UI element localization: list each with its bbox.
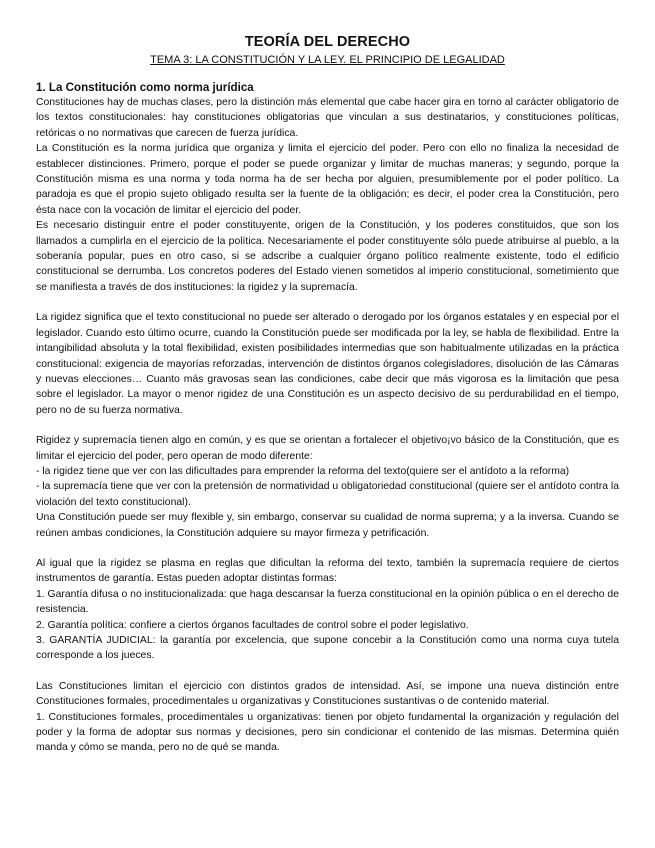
paragraph-gap — [36, 295, 619, 310]
document-title: TEORÍA DEL DERECHO — [244, 34, 411, 50]
paragraph-block-3 — [36, 433, 619, 541]
paragraph: Rigidez y supremacía tienen algo en común, y es que se orientan a fortalecer el objetivo¡vo básico de la Constitución, que es limitar el ejercicio del poder, pero operan de modo diferente: — [36, 435, 619, 462]
paragraph: Al igual que la rigidez se plasma en reglas que dificultan la reforma del texto, también la supremacía requiere de ciertos instrumentos de garantía. Estas pueden adoptar distintas formas: — [36, 557, 619, 585]
paragraph-gap — [36, 418, 619, 433]
paragraph: Las Constituciones limitan el ejercicio con distintos grados de intensidad. Así, se impone una nueva distinción entre Constituciones formales, procedimentales u organizativas y Constituciones sustantivas o de contenido material. — [36, 680, 619, 708]
paragraph: 1. Constituciones formales, procedimentales u organizativas: tienen por objeto fundamental la organización y regulación del poder y la forma de adoptar sus normas y decisiones, pero sin condicionar el contenido de las mismas. Determina quién manda y cómo se manda, pero no de qué se manda. — [36, 711, 619, 754]
paragraph-block-5 — [36, 679, 619, 756]
paragraph-gap — [36, 541, 619, 556]
paragraph: - la supremacía tiene que ver con la pretensión de normatividad u obligatoriedad constitucional (quiere ser el antídoto contra la violación del texto constitucional). — [36, 481, 619, 508]
paragraph-gap — [36, 664, 619, 679]
paragraph: 2. Garantía política: confiere a ciertos órganos facultades de control sobre el poder legislativo. — [36, 619, 469, 631]
paragraph: Una Constitución puede ser muy flexible y, sin embargo, conservar su cualidad de norma suprema; y a la inversa. Cuando se reúnen ambas condiciones, la Constitución adquiere su mayor firmeza y petrificación. — [36, 512, 619, 539]
section-heading: 1. La Constitución como norma jurídica — [36, 81, 254, 94]
paragraph: La rigidez significa que el texto constitucional no puede ser alterado o derogado por los órganos estatales y en especial por el legislador. Cuando esto último ocurre, cuando la Constitución puede ser modificada por la ley, se habla de flexibilidad. Entre la intangibilidad absoluta y la total flexibilidad, existen posibilidades intermedias que son habitualmente utilizadas en la práctica constitucional: exigencia de mayorías reforzadas, intervención de distintos órganos colegisladores, disolución de las Cámaras y nuevas elecciones… Cuanto más gravosas sean las condiciones, cabe decir que más vigorosa es la limitación que pesa sobre el legislador. La mayor o menor rigidez de una Constitución es un aspecto decisivo de su perdurabilidad en el tiempo, pero no de su fuerza normativa. — [36, 312, 619, 416]
paragraph: - la rigidez tiene que ver con las dificultades para emprender la reforma del texto(quiere ser el antídoto a la reforma) — [36, 465, 570, 477]
document-subtitle: TEMA 3: LA CONSTITUCIÓN Y LA LEY. EL PRINCIPIO DE LEGALIDAD — [150, 54, 505, 66]
body-text — [36, 95, 619, 756]
paragraph: Constituciones hay de muchas clases, pero la distinción más elemental que cabe hacer gira en torno al carácter obligatorio de los textos constitucionales: hay constituciones obligatorias que vinculan a sus destinatarios, y constituciones políticas, retóricas o no normativas que carecen de fuerza jurídica. — [36, 97, 619, 139]
paragraph: Es necesario distinguir entre el poder constituyente, origen de la Constitución, y los poderes constituidos, que son los llamados a cumplirla en el ejercicio de la política. Necesariamente el poder constituyente sólo puede atribuirse al pueblo, a la soberanía popular, pues en otro caso, si se adscribe a cualquier órgano político realmente existente, todo el edificio constitucional se derrumba. Los concretos poderes del Estado vienen sometidos al imperio constitucional, sometimiento que se manifiesta a través de dos instituciones: la rigidez y la supremacía. — [36, 220, 619, 293]
paragraph: 3. GARANTÍA JUDICIAL: la garantía por excelencia, que supone concebir a la Constitución como una norma cuya tutela corresponde a los jueces. — [36, 635, 619, 662]
paragraph: 1. Garantía difusa o no institucionalizada: que haga descansar la fuerza constitucional en la opinión pública o en el derecho de resistencia. — [36, 588, 619, 616]
paragraph-block-4 — [36, 556, 619, 664]
paragraph-block-2 — [36, 310, 619, 418]
paragraph-block-1 — [36, 95, 619, 295]
paragraph: La Constitución es la norma jurídica que organiza y limita el ejercicio del poder. Pero con ello no finaliza la necesidad de establecer distinciones. Primero, porque el poder se puede organizar y limitar de muchas maneras; y segundo, porque la Constitución misma es una norma y toda norma ha de ser hecha por alguien, presumiblemente por el poder político. La paradoja es que el propio sujeto obligado resulta ser la fuente de la obligación; es decir, el poder crea la Constitución, pero ésta nace con la vocación de limitar el ejercicio del poder. — [36, 143, 619, 216]
